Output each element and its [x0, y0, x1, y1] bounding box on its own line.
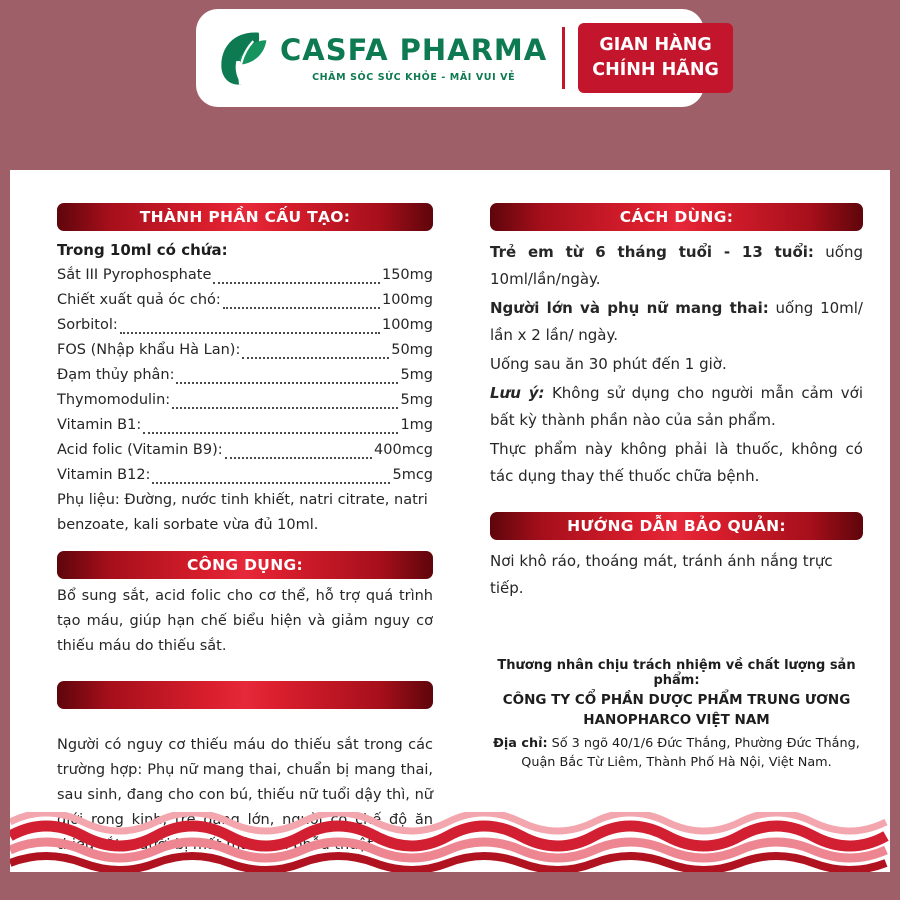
usage-timing: Uống sau ăn 30 phút đến 1 giờ. — [490, 355, 727, 373]
ingredient-name: Vitamin B1: — [57, 417, 142, 433]
ingredient-value: 5mcg — [392, 467, 433, 483]
ingredient-name: Sắt III Pyrophosphate — [57, 267, 212, 283]
ingredient-value: 100mg — [381, 292, 433, 308]
dotted-leader — [172, 407, 398, 409]
usage-note — [490, 380, 863, 434]
uses-text: Bổ sung sắt, acid folic cho cơ thể, hỗ trợ quá trình tạo máu, giúp hạn chế biểu hiện và giảm nguy cơ thiếu máu do thiếu sắt. — [57, 588, 433, 654]
storage-text: Nơi khô ráo, thoáng mát, tránh ánh nắng trực tiếp. — [490, 552, 833, 597]
ingredient-name: Chiết xuất quả óc chó: — [57, 292, 221, 308]
usage-children-text: uống 10ml/lần/ngày. — [490, 243, 863, 288]
ingredient-row — [57, 438, 433, 463]
usage-adults-text: uống 10ml/ lần x 2 lần/ ngày. — [490, 299, 863, 344]
composition-title: THÀNH PHẦN CẤU TẠO: — [139, 208, 351, 226]
ingredient-row — [57, 363, 433, 388]
usage-section-banner — [490, 203, 863, 231]
left-column — [57, 203, 433, 858]
authentic-store-badge — [578, 23, 733, 94]
ingredient-name: Thymomodulin: — [57, 392, 171, 408]
right-column — [490, 203, 863, 773]
usage-adults — [490, 295, 863, 349]
leaf-logo-icon — [212, 27, 272, 89]
distributor-block — [490, 658, 863, 773]
usage-title: CÁCH DÙNG: — [619, 208, 734, 226]
distributor-address-label: Địa chỉ: — [493, 736, 548, 752]
ingredient-value: 150mg — [381, 267, 433, 283]
usage-children-label: Trẻ em từ 6 tháng tuổi - 13 tuổi: — [490, 243, 814, 261]
ingredient-value: 5mg — [400, 367, 433, 383]
brand-name: CASFA PHARMA — [280, 33, 548, 67]
storage-title: HƯỚNG DẪN BẢO QUẢN: — [567, 517, 786, 535]
ingredient-row — [57, 313, 433, 338]
ingredient-row — [57, 463, 433, 488]
dotted-leader — [143, 432, 398, 434]
ingredient-row — [57, 388, 433, 413]
ingredient-name: Acid folic (Vitamin B9): — [57, 442, 223, 458]
usage-note-label: Lưu ý: — [490, 384, 545, 402]
excipients-text: Phụ liệu: Đường, nước tinh khiết, natri citrate, natri benzoate, kali sorbate vừa đủ 10ml. — [57, 492, 428, 533]
storage-section-banner — [490, 512, 863, 540]
dotted-leader — [213, 282, 380, 284]
usage-note-text: Không sử dụng cho người mẫn cảm với bất kỳ thành phần nào của sản phẩm. — [490, 384, 863, 429]
badge-line-1: GIAN HÀNG — [599, 34, 712, 55]
ingredient-value: 100mg — [381, 317, 433, 333]
dotted-leader — [223, 307, 380, 309]
wave-decoration — [10, 812, 890, 872]
dotted-leader — [242, 357, 389, 359]
ingredient-row — [57, 413, 433, 438]
usage-adults-label: Người lớn và phụ nữ mang thai: — [490, 299, 769, 317]
ingredient-name: Đạm thủy phân: — [57, 367, 175, 383]
ingredient-value: 5mg — [400, 392, 433, 408]
label-content-card — [10, 170, 890, 872]
brand-header-card — [196, 9, 719, 107]
composition-intro: Trong 10ml có chứa: — [57, 241, 228, 259]
usage-disclaimer: Thực phẩm này không phải là thuốc, không có tác dụng thay thế thuốc chữa bệnh. — [490, 440, 863, 485]
ingredient-row — [57, 288, 433, 313]
uses-title: CÔNG DỤNG: — [187, 556, 303, 574]
uses-section-banner — [57, 551, 433, 579]
dotted-leader — [152, 482, 390, 484]
dotted-leader — [176, 382, 398, 384]
ingredient-value: 1mg — [400, 417, 433, 433]
distributor-address-text: Số 3 ngõ 40/1/6 Đức Thắng, Phường Đức Thắng, Quận Bắc Từ Liêm, Thành Phố Hà Nội, Việt Nam. — [521, 736, 860, 771]
dotted-leader — [225, 457, 372, 459]
brand-block — [280, 33, 547, 83]
composition-section-banner — [57, 203, 433, 231]
distributor-address — [490, 734, 863, 772]
header-divider — [562, 27, 565, 89]
audience-section-banner — [57, 681, 433, 709]
distributor-intro: Thương nhân chịu trách nhiệm về chất lượng sản phẩm: — [497, 658, 856, 688]
ingredient-name: Sorbitol: — [57, 317, 118, 333]
brand-tagline: CHĂM SÓC SỨC KHỎE - MÃI VUI VẺ — [312, 72, 516, 83]
usage-children — [490, 239, 863, 293]
ingredient-name: Vitamin B12: — [57, 467, 151, 483]
badge-line-2: CHÍNH HÃNG — [592, 60, 719, 80]
ingredient-row — [57, 263, 433, 288]
distributor-company: CÔNG TY CỔ PHẦN DƯỢC PHẨM TRUNG ƯƠNG HANOPHARCO VIỆT NAM — [502, 692, 851, 728]
ingredient-name: FOS (Nhập khẩu Hà Lan): — [57, 342, 241, 358]
ingredient-row — [57, 338, 433, 363]
audience-text: Người có nguy cơ thiếu máu do thiếu sắt trong các trường hợp: Phụ nữ mang thai, chuẩn bị mang thai, sau sinh, đang cho con bú, thiếu nữ tuổi dậy thì, nữ giới rong kinh, trẻ đang lớn, người có chế độ ăn thiếu sắt, người bị mất máu sau phẫu thuật. — [57, 737, 433, 853]
ingredient-value: 50mg — [391, 342, 433, 358]
ingredient-value: 400mcg — [374, 442, 433, 458]
dotted-leader — [120, 332, 380, 334]
